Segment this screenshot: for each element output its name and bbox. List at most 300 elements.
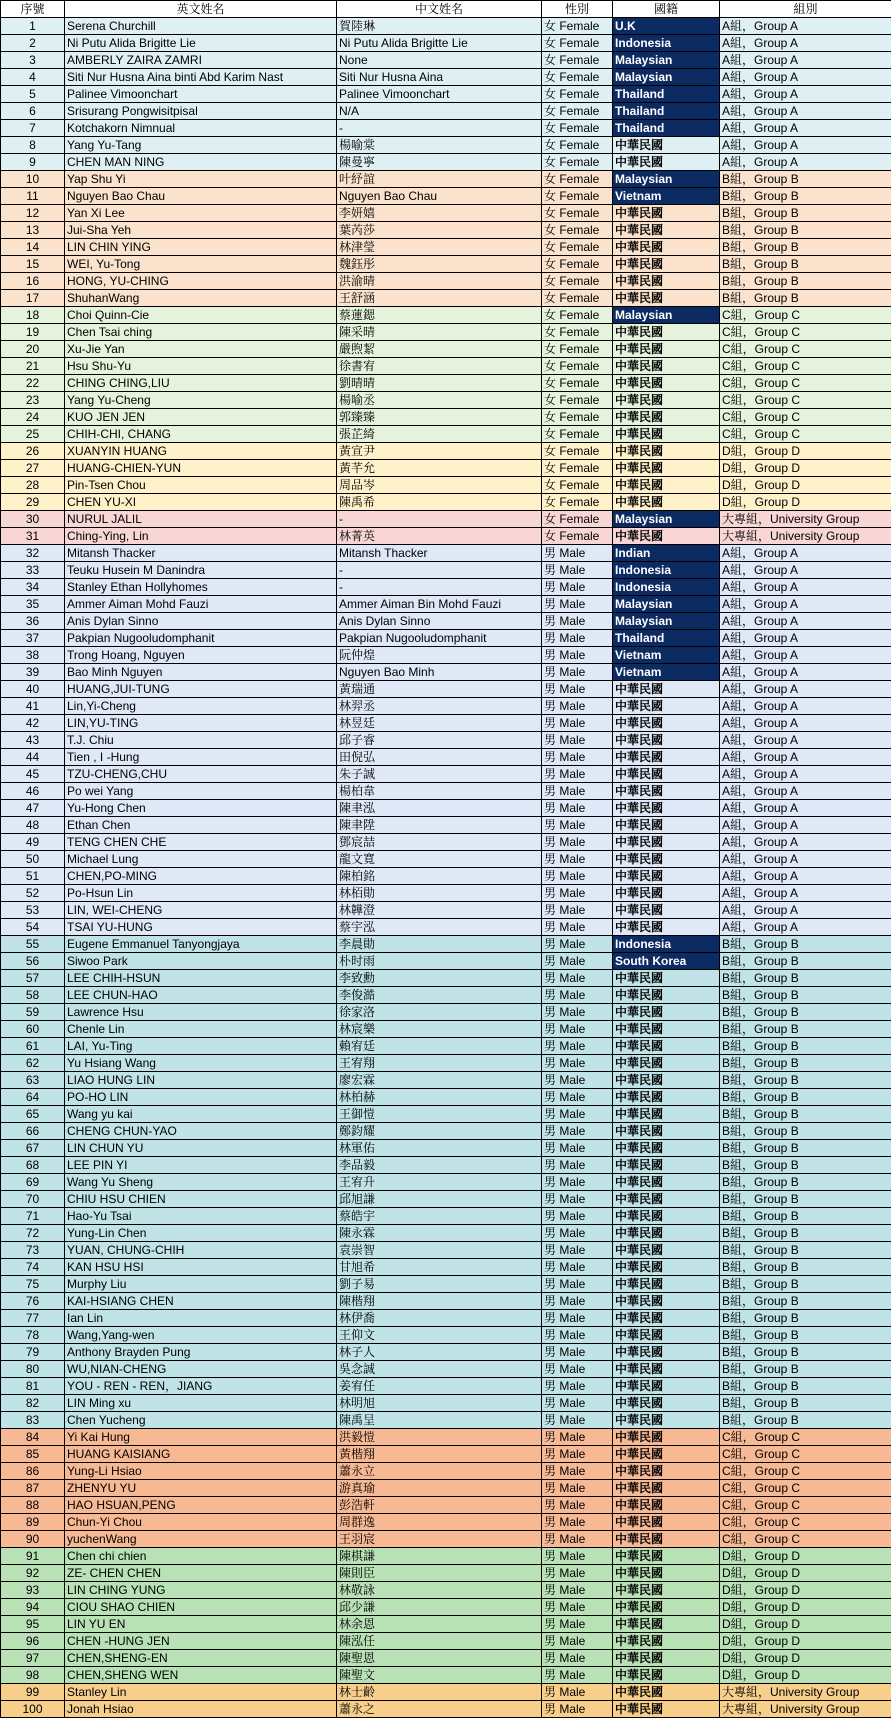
cell-nationality: 中華民國 (613, 1531, 720, 1548)
cell-chinese-name: 葉芮莎 (337, 222, 542, 239)
cell-chinese-name: 姜宥任 (337, 1378, 542, 1395)
table-row (1, 477, 891, 494)
cell-number: 30 (1, 511, 65, 528)
cell-english-name: HAO HSUAN,PENG (65, 1497, 337, 1514)
cell-chinese-name: 郭臻臻 (337, 409, 542, 426)
cell-english-name: Chen Tsai ching (65, 324, 337, 341)
table-row (1, 851, 891, 868)
cell-nationality: 中華民國 (613, 1208, 720, 1225)
cell-number: 10 (1, 171, 65, 188)
cell-gender: 男 Male (542, 1701, 613, 1718)
cell-english-name: Chen Yucheng (65, 1412, 337, 1429)
cell-number: 94 (1, 1599, 65, 1616)
cell-group: B組，Group B (720, 1140, 891, 1157)
table-row (1, 1089, 891, 1106)
cell-english-name: Tien , I -Hung (65, 749, 337, 766)
cell-group: B組，Group B (720, 1055, 891, 1072)
cell-number: 83 (1, 1412, 65, 1429)
cell-number: 62 (1, 1055, 65, 1072)
cell-gender: 男 Male (542, 987, 613, 1004)
cell-number: 72 (1, 1225, 65, 1242)
cell-nationality: 中華民國 (613, 1174, 720, 1191)
cell-chinese-name: 蔡皓宇 (337, 1208, 542, 1225)
cell-number: 41 (1, 698, 65, 715)
table-row (1, 18, 891, 35)
cell-group: 大專組，University Group (720, 1684, 891, 1701)
cell-group: A組，Group A (720, 664, 891, 681)
cell-gender: 男 Male (542, 1055, 613, 1072)
cell-group: B組，Group B (720, 1276, 891, 1293)
cell-number: 97 (1, 1650, 65, 1667)
table-row (1, 1531, 891, 1548)
cell-gender: 男 Male (542, 1089, 613, 1106)
cell-number: 51 (1, 868, 65, 885)
cell-english-name: Wang,Yang-wen (65, 1327, 337, 1344)
cell-group: B組，Group B (720, 1004, 891, 1021)
cell-chinese-name: 陳聖恩 (337, 1650, 542, 1667)
cell-number: 96 (1, 1633, 65, 1650)
cell-group: C組，Group C (720, 324, 891, 341)
cell-number: 42 (1, 715, 65, 732)
cell-group: D組，Group D (720, 1616, 891, 1633)
cell-number: 4 (1, 69, 65, 86)
cell-nationality: 中華民國 (613, 1514, 720, 1531)
cell-number: 44 (1, 749, 65, 766)
cell-gender: 男 Male (542, 1310, 613, 1327)
table-row (1, 120, 891, 137)
cell-nationality: 中華民國 (613, 1599, 720, 1616)
cell-group: A組，Group A (720, 868, 891, 885)
table-row (1, 188, 891, 205)
table-row (1, 681, 891, 698)
cell-english-name: Anis Dylan Sinno (65, 613, 337, 630)
cell-group: B組，Group B (720, 1395, 891, 1412)
cell-nationality: 中華民國 (613, 1293, 720, 1310)
cell-chinese-name: 賀陸琳 (337, 18, 542, 35)
cell-english-name: PO-HO LIN (65, 1089, 337, 1106)
cell-nationality: 中華民國 (613, 290, 720, 307)
table-row (1, 341, 891, 358)
cell-gender: 男 Male (542, 953, 613, 970)
cell-number: 48 (1, 817, 65, 834)
cell-english-name: Jui-Sha Yeh (65, 222, 337, 239)
cell-chinese-name: - (337, 562, 542, 579)
cell-group: A組，Group A (720, 18, 891, 35)
cell-number: 9 (1, 154, 65, 171)
cell-gender: 男 Male (542, 1616, 613, 1633)
cell-english-name: Ammer Aiman Mohd Fauzi (65, 596, 337, 613)
cell-chinese-name: 龍文寬 (337, 851, 542, 868)
table-row (1, 1310, 891, 1327)
cell-nationality: 中華民國 (613, 1395, 720, 1412)
cell-chinese-name: Nguyen Bao Chau (337, 188, 542, 205)
table-row (1, 1276, 891, 1293)
cell-gender: 男 Male (542, 1395, 613, 1412)
cell-chinese-name: 林敬詠 (337, 1582, 542, 1599)
cell-english-name: Yang Yu-Tang (65, 137, 337, 154)
table-row (1, 562, 891, 579)
cell-chinese-name: - (337, 579, 542, 596)
cell-gender: 男 Male (542, 1344, 613, 1361)
col-header-number: 序號 (1, 1, 65, 18)
cell-number: 25 (1, 426, 65, 443)
table-row (1, 766, 891, 783)
cell-chinese-name: 洪渝晴 (337, 273, 542, 290)
cell-number: 79 (1, 1344, 65, 1361)
cell-nationality: 中華民國 (613, 1072, 720, 1089)
cell-chinese-name: 林士齡 (337, 1684, 542, 1701)
cell-number: 99 (1, 1684, 65, 1701)
cell-group: C組，Group C (720, 426, 891, 443)
cell-chinese-name: 朱子誠 (337, 766, 542, 783)
cell-chinese-name: 林韡澄 (337, 902, 542, 919)
table-row (1, 528, 891, 545)
table-row (1, 1446, 891, 1463)
cell-gender: 女 Female (542, 188, 613, 205)
cell-group: 大專組，University Group (720, 511, 891, 528)
cell-chinese-name: 游真瑜 (337, 1480, 542, 1497)
cell-group: D組，Group D (720, 1548, 891, 1565)
cell-gender: 男 Male (542, 1021, 613, 1038)
cell-english-name: yuchenWang (65, 1531, 337, 1548)
cell-gender: 男 Male (542, 902, 613, 919)
cell-chinese-name: 陳聿陞 (337, 817, 542, 834)
cell-english-name: CHEN,PO-MING (65, 868, 337, 885)
cell-chinese-name: Pakpian Nugooludomphanit (337, 630, 542, 647)
cell-number: 50 (1, 851, 65, 868)
cell-chinese-name: 陳棋謙 (337, 1548, 542, 1565)
cell-english-name: Siti Nur Husna Aina binti Abd Karim Nast (65, 69, 337, 86)
table-row (1, 35, 891, 52)
table-row (1, 800, 891, 817)
cell-nationality: 中華民國 (613, 1463, 720, 1480)
cell-number: 49 (1, 834, 65, 851)
cell-chinese-name: 周群逸 (337, 1514, 542, 1531)
cell-group: A組，Group A (720, 851, 891, 868)
cell-chinese-name: 蕭永之 (337, 1701, 542, 1718)
cell-nationality: 中華民國 (613, 239, 720, 256)
table-row (1, 1072, 891, 1089)
cell-group: B組，Group B (720, 171, 891, 188)
cell-nationality: 中華民國 (613, 137, 720, 154)
cell-group: B組，Group B (720, 987, 891, 1004)
col-header-group: 組別 (720, 1, 891, 18)
cell-nationality: 中華民國 (613, 528, 720, 545)
cell-nationality: Vietnam (613, 188, 720, 205)
cell-chinese-name: 陳聿泓 (337, 800, 542, 817)
cell-english-name: Serena Churchill (65, 18, 337, 35)
table-row (1, 596, 891, 613)
cell-number: 78 (1, 1327, 65, 1344)
cell-nationality: 中華民國 (613, 868, 720, 885)
cell-nationality: 中華民國 (613, 1616, 720, 1633)
table-row (1, 1327, 891, 1344)
cell-nationality: 中華民國 (613, 783, 720, 800)
cell-number: 20 (1, 341, 65, 358)
cell-group: B組，Group B (720, 1038, 891, 1055)
cell-group: A組，Group A (720, 103, 891, 120)
cell-gender: 男 Male (542, 630, 613, 647)
cell-nationality: 中華民國 (613, 443, 720, 460)
cell-english-name: T.J. Chiu (65, 732, 337, 749)
cell-gender: 男 Male (542, 1633, 613, 1650)
cell-number: 88 (1, 1497, 65, 1514)
cell-group: A組，Group A (720, 613, 891, 630)
cell-gender: 男 Male (542, 562, 613, 579)
cell-number: 65 (1, 1106, 65, 1123)
cell-english-name: Stanley Ethan Hollyhomes (65, 579, 337, 596)
cell-chinese-name: 洪毅愷 (337, 1429, 542, 1446)
cell-english-name: Wang yu kai (65, 1106, 337, 1123)
cell-number: 56 (1, 953, 65, 970)
cell-gender: 女 Female (542, 324, 613, 341)
cell-nationality: 中華民國 (613, 1276, 720, 1293)
table-row (1, 1412, 891, 1429)
cell-chinese-name: 王舒涵 (337, 290, 542, 307)
cell-chinese-name: 黃瑞通 (337, 681, 542, 698)
cell-gender: 男 Male (542, 732, 613, 749)
cell-group: A組，Group A (720, 834, 891, 851)
cell-group: B組，Group B (720, 1293, 891, 1310)
cell-english-name: LAI, Yu-Ting (65, 1038, 337, 1055)
cell-gender: 男 Male (542, 817, 613, 834)
cell-group: B組，Group B (720, 256, 891, 273)
cell-number: 24 (1, 409, 65, 426)
cell-gender: 女 Female (542, 460, 613, 477)
cell-gender: 女 Female (542, 443, 613, 460)
cell-nationality: 中華民國 (613, 1259, 720, 1276)
cell-group: B組，Group B (720, 1089, 891, 1106)
cell-gender: 男 Male (542, 1038, 613, 1055)
cell-gender: 男 Male (542, 970, 613, 987)
cell-nationality: 中華民國 (613, 1089, 720, 1106)
cell-nationality: South Korea (613, 953, 720, 970)
cell-group: D組，Group D (720, 1599, 891, 1616)
cell-nationality: 中華民國 (613, 1038, 720, 1055)
cell-number: 22 (1, 375, 65, 392)
cell-gender: 男 Male (542, 1157, 613, 1174)
cell-chinese-name: 陳泓任 (337, 1633, 542, 1650)
cell-number: 19 (1, 324, 65, 341)
cell-english-name: Yu Hsiang Wang (65, 1055, 337, 1072)
cell-number: 33 (1, 562, 65, 579)
table-row (1, 154, 891, 171)
table-row (1, 1395, 891, 1412)
table-row (1, 834, 891, 851)
cell-english-name: HONG, YU-CHING (65, 273, 337, 290)
cell-number: 32 (1, 545, 65, 562)
cell-nationality: Malaysian (613, 171, 720, 188)
cell-chinese-name: 蕭永立 (337, 1463, 542, 1480)
cell-gender: 男 Male (542, 698, 613, 715)
cell-chinese-name: 林余恩 (337, 1616, 542, 1633)
cell-group: D組，Group D (720, 1633, 891, 1650)
cell-chinese-name: 林柏赫 (337, 1089, 542, 1106)
cell-number: 98 (1, 1667, 65, 1684)
cell-chinese-name: 彭浩軒 (337, 1497, 542, 1514)
cell-group: A組，Group A (720, 120, 891, 137)
cell-english-name: Bao Minh Nguyen (65, 664, 337, 681)
cell-chinese-name: 劉晴晴 (337, 375, 542, 392)
cell-english-name: AMBERLY ZAIRA ZAMRI (65, 52, 337, 69)
cell-chinese-name: 徐書宥 (337, 358, 542, 375)
cell-nationality: 中華民國 (613, 919, 720, 936)
cell-group: A組，Group A (720, 681, 891, 698)
cell-nationality: Indian (613, 545, 720, 562)
table-row (1, 1106, 891, 1123)
cell-group: C組，Group C (720, 392, 891, 409)
cell-english-name: Kotchakorn Nimnual (65, 120, 337, 137)
table-row (1, 69, 891, 86)
cell-number: 55 (1, 936, 65, 953)
cell-number: 43 (1, 732, 65, 749)
cell-chinese-name: 魏鈺彤 (337, 256, 542, 273)
cell-number: 59 (1, 1004, 65, 1021)
cell-nationality: 中華民國 (613, 851, 720, 868)
cell-group: B組，Group B (720, 222, 891, 239)
cell-group: C組，Group C (720, 375, 891, 392)
cell-group: C組，Group C (720, 409, 891, 426)
table-row (1, 953, 891, 970)
table-row (1, 1123, 891, 1140)
cell-number: 12 (1, 205, 65, 222)
cell-group: A組，Group A (720, 630, 891, 647)
cell-gender: 女 Female (542, 239, 613, 256)
cell-english-name: CHEN,SHENG-EN (65, 1650, 337, 1667)
cell-number: 13 (1, 222, 65, 239)
cell-nationality: 中華民國 (613, 885, 720, 902)
cell-gender: 女 Female (542, 426, 613, 443)
cell-chinese-name: 林栢勛 (337, 885, 542, 902)
cell-number: 38 (1, 647, 65, 664)
cell-group: A組，Group A (720, 885, 891, 902)
cell-gender: 女 Female (542, 86, 613, 103)
cell-group: C組，Group C (720, 1497, 891, 1514)
cell-number: 28 (1, 477, 65, 494)
cell-chinese-name: 甘旭希 (337, 1259, 542, 1276)
table-row (1, 256, 891, 273)
cell-english-name: LIN CHING YUNG (65, 1582, 337, 1599)
table-row (1, 987, 891, 1004)
cell-nationality: 中華民國 (613, 1429, 720, 1446)
cell-number: 31 (1, 528, 65, 545)
cell-english-name: Ian Lin (65, 1310, 337, 1327)
cell-english-name: CHENG CHUN-YAO (65, 1123, 337, 1140)
cell-english-name: Lin,Yi-Cheng (65, 698, 337, 715)
table-row (1, 1038, 891, 1055)
cell-group: A組，Group A (720, 86, 891, 103)
cell-group: B組，Group B (720, 1242, 891, 1259)
cell-nationality: 中華民國 (613, 1021, 720, 1038)
cell-number: 16 (1, 273, 65, 290)
cell-number: 87 (1, 1480, 65, 1497)
table-row (1, 1480, 891, 1497)
cell-english-name: TSAI YU-HUNG (65, 919, 337, 936)
cell-gender: 女 Female (542, 494, 613, 511)
table-row (1, 1140, 891, 1157)
cell-english-name: Ethan Chen (65, 817, 337, 834)
table-row (1, 1429, 891, 1446)
table-row (1, 392, 891, 409)
table-row (1, 103, 891, 120)
cell-nationality: 中華民國 (613, 902, 720, 919)
table-row (1, 1463, 891, 1480)
cell-group: D組，Group D (720, 1667, 891, 1684)
cell-chinese-name: 劉子易 (337, 1276, 542, 1293)
cell-english-name: KUO JEN JEN (65, 409, 337, 426)
cell-chinese-name: 黃宣尹 (337, 443, 542, 460)
table-row (1, 647, 891, 664)
cell-chinese-name: 林昱廷 (337, 715, 542, 732)
col-header-gender: 性別 (542, 1, 613, 18)
table-row (1, 1633, 891, 1650)
cell-chinese-name: 楊柏韋 (337, 783, 542, 800)
cell-gender: 女 Female (542, 222, 613, 239)
cell-gender: 女 Female (542, 205, 613, 222)
cell-number: 63 (1, 1072, 65, 1089)
cell-gender: 男 Male (542, 1004, 613, 1021)
cell-gender: 男 Male (542, 1276, 613, 1293)
cell-gender: 女 Female (542, 409, 613, 426)
cell-gender: 女 Female (542, 477, 613, 494)
cell-english-name: Eugene Emmanuel Tanyongjaya (65, 936, 337, 953)
cell-english-name: LIN Ming xu (65, 1395, 337, 1412)
cell-number: 7 (1, 120, 65, 137)
cell-gender: 男 Male (542, 681, 613, 698)
cell-gender: 女 Female (542, 358, 613, 375)
cell-gender: 女 Female (542, 528, 613, 545)
cell-number: 89 (1, 1514, 65, 1531)
cell-english-name: Hsu Shu-Yu (65, 358, 337, 375)
cell-group: C組，Group C (720, 341, 891, 358)
cell-group: A組，Group A (720, 919, 891, 936)
cell-nationality: Malaysian (613, 596, 720, 613)
cell-english-name: Hao-Yu Tsai (65, 1208, 337, 1225)
table-row (1, 307, 891, 324)
cell-gender: 男 Male (542, 1174, 613, 1191)
cell-number: 67 (1, 1140, 65, 1157)
table-row (1, 783, 891, 800)
table-row (1, 1259, 891, 1276)
cell-group: B組，Group B (720, 1361, 891, 1378)
cell-chinese-name: 李妍嬉 (337, 205, 542, 222)
cell-nationality: 中華民國 (613, 1242, 720, 1259)
cell-english-name: Murphy Liu (65, 1276, 337, 1293)
cell-chinese-name: 叶紓誼 (337, 171, 542, 188)
cell-number: 86 (1, 1463, 65, 1480)
cell-gender: 男 Male (542, 545, 613, 562)
cell-gender: 男 Male (542, 1480, 613, 1497)
cell-number: 77 (1, 1310, 65, 1327)
cell-nationality: 中華民國 (613, 698, 720, 715)
cell-nationality: 中華民國 (613, 375, 720, 392)
cell-number: 5 (1, 86, 65, 103)
table-row (1, 817, 891, 834)
cell-english-name: HUANG,JUI-TUNG (65, 681, 337, 698)
cell-number: 36 (1, 613, 65, 630)
cell-group: B組，Group B (720, 953, 891, 970)
cell-group: B組，Group B (720, 1106, 891, 1123)
cell-chinese-name: 邱旭謙 (337, 1191, 542, 1208)
cell-chinese-name: - (337, 120, 542, 137)
cell-nationality: 中華民國 (613, 1140, 720, 1157)
cell-chinese-name: Anis Dylan Sinno (337, 613, 542, 630)
col-header-nationality: 國籍 (613, 1, 720, 18)
cell-number: 81 (1, 1378, 65, 1395)
cell-group: D組，Group D (720, 477, 891, 494)
table-row (1, 664, 891, 681)
cell-number: 66 (1, 1123, 65, 1140)
